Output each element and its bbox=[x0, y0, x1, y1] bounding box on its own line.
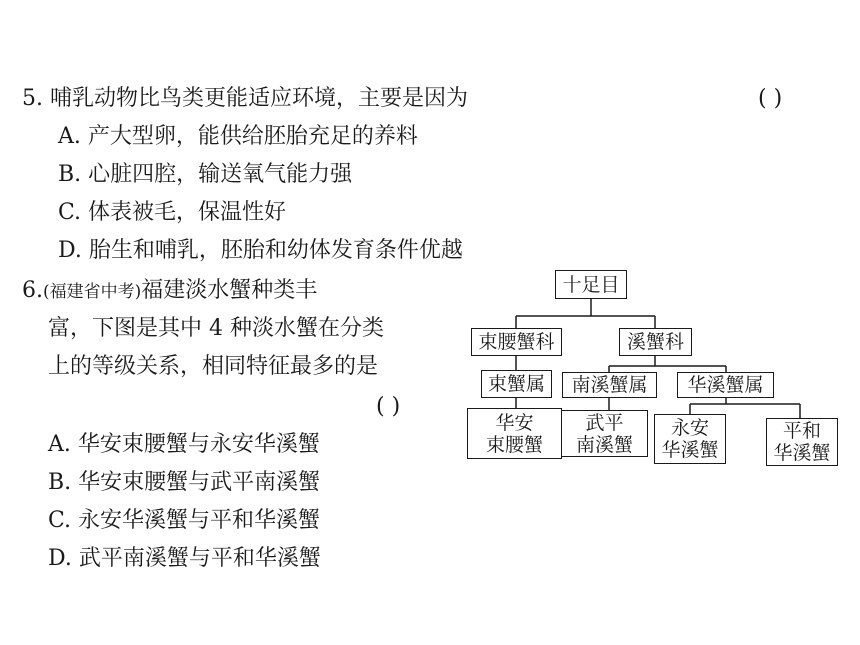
q5-option-b: B. 心脏四腔，输送氧气能力强 bbox=[58, 162, 353, 187]
q5-answer-paren: ( ) bbox=[758, 86, 783, 111]
q5-stem: 5. 哺乳动物比鸟类更能适应环境，主要是因为 bbox=[22, 86, 468, 111]
q6-stem-text-1: 福建淡水蟹种类丰 bbox=[141, 278, 318, 303]
q6-option-d: D. 武平南溪蟹与平和华溪蟹 bbox=[48, 546, 321, 571]
species-d-line-1: 平和 bbox=[782, 420, 821, 442]
species-a-line-1: 华安 bbox=[495, 411, 534, 434]
species-b-line-2: 南溪蟹 bbox=[575, 433, 633, 456]
tree-node-species-b bbox=[561, 410, 648, 457]
species-c-line-1: 永安 bbox=[670, 417, 709, 439]
q6-answer-paren: ( ) bbox=[376, 394, 401, 419]
tree-node-genus-b: 南溪蟹属 bbox=[562, 372, 657, 398]
tree-node-order: 十足目 bbox=[555, 270, 627, 299]
species-d-line-2: 华溪蟹 bbox=[773, 442, 831, 464]
q6-option-c: C. 永安华溪蟹与平和华溪蟹 bbox=[48, 508, 321, 533]
q6-stem-line-3: 上的等级关系，相同特征最多的是 bbox=[48, 354, 379, 379]
tree-node-family-a: 束腰蟹科 bbox=[471, 328, 562, 356]
q6-stem-line-2: 富，下图是其中 4 种淡水蟹在分类 bbox=[48, 316, 384, 341]
tree-node-species-c bbox=[654, 414, 726, 464]
tree-node-species-a bbox=[467, 408, 562, 459]
tree-node-genus-c: 华溪蟹属 bbox=[677, 372, 774, 398]
species-b-line-1: 武平 bbox=[585, 411, 624, 434]
species-a-line-2: 束腰蟹 bbox=[485, 433, 543, 456]
q5-option-c: C. 体表被毛，保温性好 bbox=[58, 200, 287, 225]
q6-number: 6. bbox=[22, 278, 43, 303]
tree-node-genus-a: 束蟹属 bbox=[481, 370, 552, 398]
tree-node-species-d bbox=[766, 418, 838, 466]
q6-option-a: A. 华安束腰蟹与永安华溪蟹 bbox=[48, 432, 320, 457]
species-c-line-2: 华溪蟹 bbox=[661, 439, 719, 461]
q6-source: (福建省中考) bbox=[43, 282, 142, 302]
q5-option-d: D. 胎生和哺乳，胚胎和幼体发育条件优越 bbox=[58, 238, 463, 263]
q5-option-a: A. 产大型卵，能供给胚胎充足的养料 bbox=[58, 124, 418, 149]
q6-option-b: B. 华安束腰蟹与武平南溪蟹 bbox=[48, 470, 321, 495]
tree-node-family-b: 溪蟹科 bbox=[619, 328, 692, 356]
